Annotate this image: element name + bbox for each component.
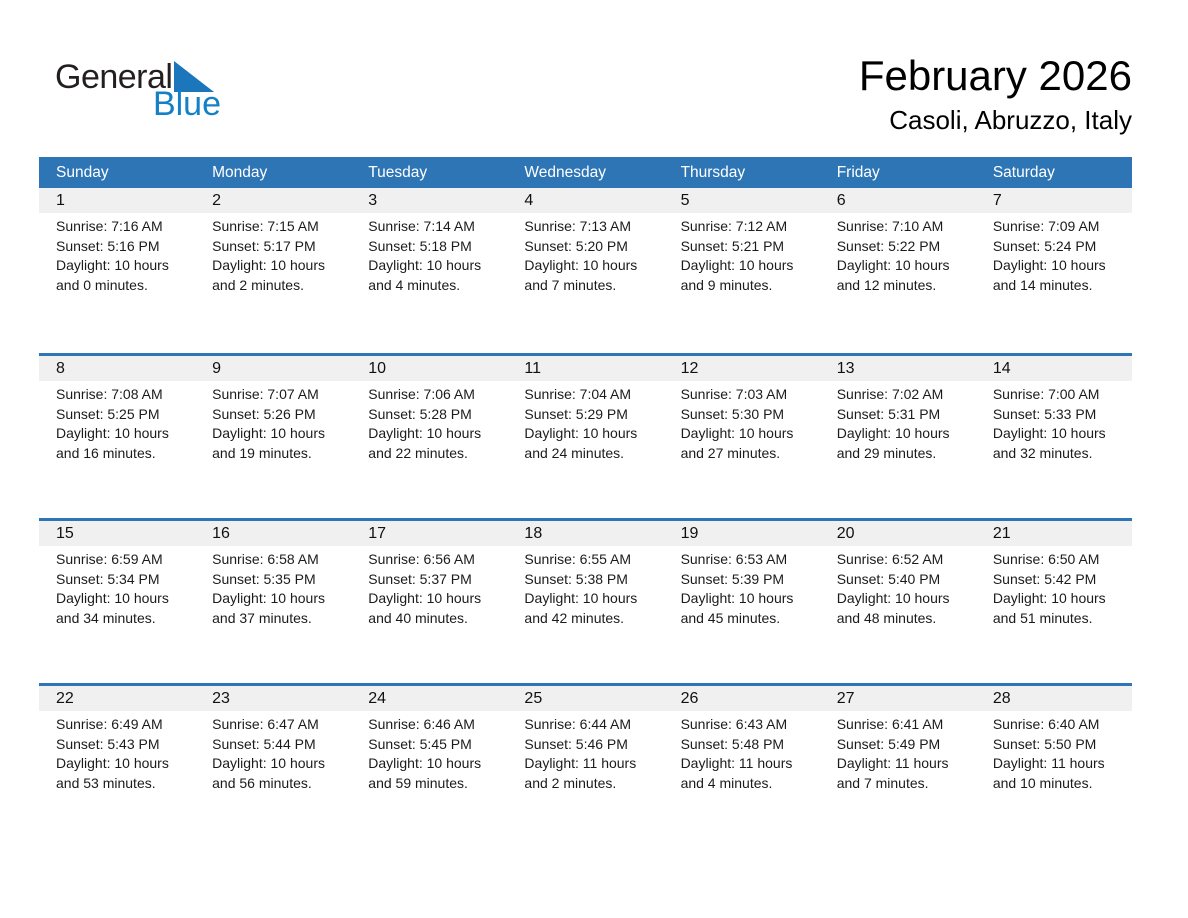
day-cell [507, 188, 663, 353]
daylight-text: Daylight: 11 hours and 4 minutes. [680, 755, 793, 791]
sunrise-text: Sunrise: 7:08 AM [56, 386, 163, 402]
sunset-text: Sunset: 5:38 PM [524, 570, 628, 587]
sunset-text: Sunset: 5:46 PM [524, 735, 628, 752]
day-details [664, 381, 820, 463]
day-details [351, 711, 507, 793]
daylight-text: Daylight: 10 hours and 4 minutes. [368, 257, 482, 293]
daylight-text: Daylight: 10 hours and 59 minutes. [368, 755, 482, 791]
day-number: 23 [195, 686, 351, 711]
sunrise-text: Sunrise: 6:59 AM [56, 551, 163, 567]
daylight-text: Daylight: 10 hours and 19 minutes. [212, 425, 325, 461]
day-cell [664, 188, 820, 353]
day-number: 15 [39, 521, 195, 546]
day-number: 1 [39, 188, 195, 213]
sunset-text: Sunset: 5:31 PM [836, 405, 941, 422]
sunset-text: Sunset: 5:39 PM [680, 570, 785, 587]
day-details [39, 711, 195, 793]
day-number: 26 [664, 686, 820, 711]
day-cell [820, 686, 976, 848]
sunrise-text: Sunrise: 6:40 AM [992, 716, 1100, 732]
day-number: 18 [507, 521, 663, 546]
weekday-header-thursday: Thursday [680, 163, 746, 181]
day-cell [664, 356, 820, 518]
day-cell [820, 521, 976, 683]
sunrise-text: Sunrise: 6:49 AM [56, 716, 163, 732]
day-number: 5 [664, 188, 820, 213]
weekday-header-row [39, 157, 1132, 188]
sunrise-text: Sunrise: 6:56 AM [368, 551, 475, 567]
location-subtitle: Casoli, Abruzzo, Italy [889, 105, 1132, 135]
day-cell [820, 356, 976, 518]
day-number: 25 [507, 686, 663, 711]
sunset-text: Sunset: 5:17 PM [212, 237, 316, 254]
daylight-text: Daylight: 10 hours and 29 minutes. [836, 425, 950, 461]
day-number: 17 [351, 521, 507, 546]
weekday-header-friday: Friday [836, 163, 880, 181]
sunset-text: Sunset: 5:42 PM [992, 570, 1097, 587]
daylight-text: Daylight: 10 hours and 34 minutes. [56, 590, 169, 626]
day-number: 19 [664, 521, 820, 546]
daylight-text: Daylight: 10 hours and 27 minutes. [680, 425, 794, 461]
daylight-text: Daylight: 10 hours and 16 minutes. [56, 425, 169, 461]
daylight-text: Daylight: 10 hours and 56 minutes. [212, 755, 325, 791]
daylight-text: Daylight: 10 hours and 9 minutes. [680, 257, 794, 293]
day-details [195, 213, 351, 295]
daylight-text: Daylight: 10 hours and 48 minutes. [836, 590, 950, 626]
sunset-text: Sunset: 5:24 PM [992, 237, 1097, 254]
general-blue-logo [55, 60, 221, 121]
daylight-text: Daylight: 10 hours and 51 minutes. [992, 590, 1106, 626]
day-details [820, 546, 976, 628]
day-cell [976, 188, 1132, 353]
sunset-text: Sunset: 5:48 PM [680, 735, 785, 752]
sunset-text: Sunset: 5:20 PM [524, 237, 628, 254]
day-cell [39, 356, 195, 518]
sunrise-text: Sunrise: 7:14 AM [368, 218, 475, 234]
day-details [976, 546, 1132, 628]
day-cell [351, 188, 507, 353]
sunset-text: Sunset: 5:35 PM [212, 570, 316, 587]
daylight-text: Daylight: 10 hours and 24 minutes. [524, 425, 638, 461]
logo-text-blue: Blue [152, 85, 221, 123]
day-details [195, 546, 351, 628]
sunrise-text: Sunrise: 7:12 AM [680, 218, 788, 234]
daylight-text: Daylight: 10 hours and 7 minutes. [524, 257, 638, 293]
sunrise-text: Sunrise: 7:00 AM [992, 386, 1100, 402]
sunrise-text: Sunrise: 7:02 AM [836, 386, 944, 402]
day-cell [507, 521, 663, 683]
day-number: 10 [351, 356, 507, 381]
daylight-text: Daylight: 11 hours and 7 minutes. [836, 755, 949, 791]
daylight-text: Daylight: 10 hours and 45 minutes. [680, 590, 794, 626]
sunrise-text: Sunrise: 7:07 AM [212, 386, 319, 402]
week-row-2 [39, 353, 1132, 518]
day-number: 13 [820, 356, 976, 381]
day-details [351, 546, 507, 628]
day-details [820, 381, 976, 463]
sunrise-text: Sunrise: 7:15 AM [212, 218, 319, 234]
sunrise-text: Sunrise: 6:44 AM [524, 716, 632, 732]
sunset-text: Sunset: 5:30 PM [680, 405, 785, 422]
day-cell [351, 356, 507, 518]
sunset-text: Sunset: 5:33 PM [992, 405, 1097, 422]
week-row-4 [39, 683, 1132, 848]
sunrise-text: Sunrise: 7:06 AM [368, 386, 475, 402]
daylight-text: Daylight: 10 hours and 42 minutes. [524, 590, 638, 626]
day-details [976, 711, 1132, 793]
sunrise-text: Sunrise: 6:52 AM [836, 551, 944, 567]
sunset-text: Sunset: 5:37 PM [368, 570, 472, 587]
sunset-text: Sunset: 5:43 PM [56, 735, 160, 752]
month-title: February 2026 [858, 52, 1132, 99]
logo-text-general: General [55, 58, 173, 96]
sunrise-text: Sunrise: 6:55 AM [524, 551, 632, 567]
day-cell [820, 188, 976, 353]
sunset-text: Sunset: 5:29 PM [524, 405, 628, 422]
sunrise-text: Sunrise: 7:04 AM [524, 386, 632, 402]
sunrise-text: Sunrise: 6:58 AM [212, 551, 319, 567]
sunrise-text: Sunrise: 6:47 AM [212, 716, 319, 732]
sunrise-text: Sunrise: 7:10 AM [836, 218, 944, 234]
day-number: 20 [820, 521, 976, 546]
daylight-text: Daylight: 11 hours and 10 minutes. [992, 755, 1105, 791]
day-cell [195, 188, 351, 353]
daylight-text: Daylight: 10 hours and 40 minutes. [368, 590, 482, 626]
daylight-text: Daylight: 10 hours and 32 minutes. [992, 425, 1106, 461]
sunset-text: Sunset: 5:49 PM [836, 735, 941, 752]
weekday-header-monday: Monday [212, 163, 268, 181]
sunset-text: Sunset: 5:21 PM [680, 237, 785, 254]
weekday-header-saturday: Saturday [992, 163, 1055, 181]
day-cell [976, 686, 1132, 848]
day-cell [39, 686, 195, 848]
day-cell [39, 521, 195, 683]
day-cell [351, 521, 507, 683]
sunset-text: Sunset: 5:25 PM [56, 405, 160, 422]
week-row-3 [39, 518, 1132, 683]
day-details [195, 711, 351, 793]
sunrise-text: Sunrise: 7:09 AM [992, 218, 1100, 234]
day-number: 3 [351, 188, 507, 213]
day-number: 9 [195, 356, 351, 381]
sunset-text: Sunset: 5:16 PM [56, 237, 160, 254]
day-details [976, 213, 1132, 295]
day-details [664, 711, 820, 793]
sunrise-text: Sunrise: 7:03 AM [680, 386, 788, 402]
day-details [507, 381, 663, 463]
day-cell [664, 686, 820, 848]
sunset-text: Sunset: 5:44 PM [212, 735, 316, 752]
day-cell [351, 686, 507, 848]
daylight-text: Daylight: 11 hours and 2 minutes. [524, 755, 637, 791]
daylight-text: Daylight: 10 hours and 14 minutes. [992, 257, 1106, 293]
day-details [664, 546, 820, 628]
day-cell [195, 356, 351, 518]
sunset-text: Sunset: 5:45 PM [368, 735, 472, 752]
day-cell [976, 521, 1132, 683]
day-cell [507, 356, 663, 518]
day-details [820, 711, 976, 793]
sunrise-text: Sunrise: 6:50 AM [992, 551, 1100, 567]
day-number: 11 [507, 356, 663, 381]
day-details [507, 546, 663, 628]
sunrise-text: Sunrise: 7:16 AM [56, 218, 163, 234]
weekday-header-tuesday: Tuesday [368, 163, 428, 181]
sunrise-text: Sunrise: 6:46 AM [368, 716, 475, 732]
calendar-title-block [859, 52, 1132, 136]
sunset-text: Sunset: 5:40 PM [836, 570, 941, 587]
day-details [820, 213, 976, 295]
sunset-text: Sunset: 5:22 PM [836, 237, 941, 254]
calendar-grid [39, 157, 1132, 848]
day-number: 4 [507, 188, 663, 213]
sunset-text: Sunset: 5:26 PM [212, 405, 316, 422]
sunset-text: Sunset: 5:50 PM [992, 735, 1097, 752]
day-cell [39, 188, 195, 353]
day-number: 6 [820, 188, 976, 213]
day-details [664, 213, 820, 295]
sunset-text: Sunset: 5:34 PM [56, 570, 160, 587]
day-details [39, 213, 195, 295]
sunset-text: Sunset: 5:18 PM [368, 237, 472, 254]
day-number: 16 [195, 521, 351, 546]
day-details [351, 381, 507, 463]
day-number: 12 [664, 356, 820, 381]
daylight-text: Daylight: 10 hours and 12 minutes. [836, 257, 950, 293]
day-number: 21 [976, 521, 1132, 546]
day-details [39, 381, 195, 463]
day-details [976, 381, 1132, 463]
day-number: 28 [976, 686, 1132, 711]
day-details [507, 213, 663, 295]
day-cell [664, 521, 820, 683]
daylight-text: Daylight: 10 hours and 2 minutes. [212, 257, 325, 293]
day-details [507, 711, 663, 793]
sunrise-text: Sunrise: 6:41 AM [836, 716, 944, 732]
day-number: 22 [39, 686, 195, 711]
day-number: 27 [820, 686, 976, 711]
day-details [195, 381, 351, 463]
sunrise-text: Sunrise: 6:43 AM [680, 716, 788, 732]
weekday-header-sunday: Sunday [56, 163, 109, 181]
week-row-1 [39, 188, 1132, 353]
day-number: 14 [976, 356, 1132, 381]
day-number: 24 [351, 686, 507, 711]
day-cell [976, 356, 1132, 518]
day-cell [507, 686, 663, 848]
day-details [351, 213, 507, 295]
day-cell [195, 521, 351, 683]
weekday-header-wednesday: Wednesday [524, 163, 606, 181]
day-number: 2 [195, 188, 351, 213]
daylight-text: Daylight: 10 hours and 53 minutes. [56, 755, 169, 791]
daylight-text: Daylight: 10 hours and 0 minutes. [56, 257, 169, 293]
day-cell [195, 686, 351, 848]
sunset-text: Sunset: 5:28 PM [368, 405, 472, 422]
day-number: 7 [976, 188, 1132, 213]
daylight-text: Daylight: 10 hours and 22 minutes. [368, 425, 482, 461]
day-number: 8 [39, 356, 195, 381]
daylight-text: Daylight: 10 hours and 37 minutes. [212, 590, 325, 626]
sunrise-text: Sunrise: 6:53 AM [680, 551, 788, 567]
day-details [39, 546, 195, 628]
sunrise-text: Sunrise: 7:13 AM [524, 218, 632, 234]
